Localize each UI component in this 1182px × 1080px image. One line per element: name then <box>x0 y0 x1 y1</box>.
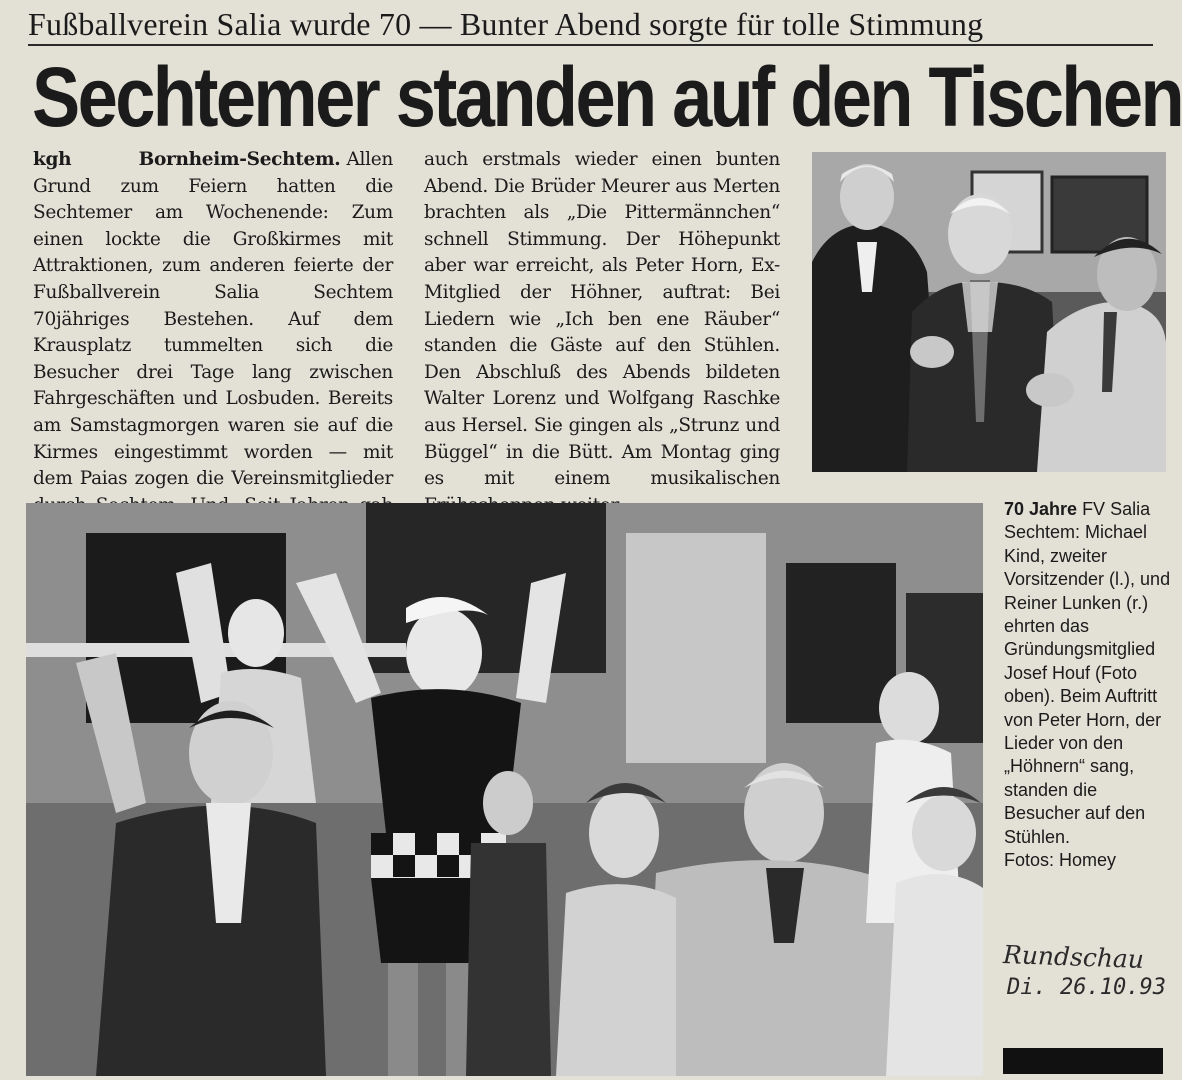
dateline: kgh Bornheim-Sechtem. <box>33 149 341 170</box>
photo-caption <box>1004 498 1174 873</box>
article-column-2-text: auch erstmals wieder einen bunten Abend. Die Brüder Meurer aus Merten brachten als „Die Pittermännchen“ schnell Stimmung. Der Höhepunkt aber war erreicht, als Peter Horn, Ex-Mitglied der Höhner, auftrat: Bei Liedern wie „Ich ben ene Räuber“ standen die Gäste auf den Stühlen. Den Abschluß des Abends bildeten Walter Lorenz und Wolfgang Raschke aus Hersel. Sie gingen als „Strunz und Büggel“ in die Bütt. Am Montag ging es mit einem musikalischen <box>424 149 780 490</box>
kicker-rule <box>28 44 1153 46</box>
handshake-photo-image <box>812 152 1166 472</box>
article-column-1 <box>33 147 393 546</box>
photo-credit: Fotos: Homey <box>1004 850 1117 871</box>
article-column-1-text: Allen Grund zum Feiern hatten die Sechtemer am Wochenende: Zum einen lockte die Großkirmes mit Attraktionen, zum anderen feierte der Fußballverein Salia Sechtem 70jähriges Bestehen. Auf dem Krausplatz tummelten sich die Besucher drei Tage lang zwischen Fahrgeschäften und Losbuden. Bereits am Samstagmorgen waren sie auf die Kirmes eingestimmt worden — mit dem Paias zogen die Vereinsmitglieder <box>33 149 393 490</box>
headline: Sechtemer standen auf den Tischen <box>32 50 1182 144</box>
crowd-photo <box>26 503 983 1076</box>
handshake-photo <box>812 152 1166 472</box>
caption-text: FV Salia Sechtem: Michael Kind, zweiter Vorsitzender (l.), und Reiner Lunken (r.) ehrten das Gründungsmitglied Josef Houf (Foto oben). Beim Auftritt von Peter Horn, der Lieder von den „Höhnern“ sang, standen die Besucher auf den Stühlen. <box>1004 499 1171 847</box>
kicker: Fußballverein Salia wurde 70 — Bunter Abend sorgte für tolle Stimmung <box>28 6 984 42</box>
handwritten-paper-name: Rundschau <box>1002 940 1145 974</box>
black-bar <box>1003 1048 1163 1074</box>
crowd-photo-image <box>26 503 983 1076</box>
caption-lead: 70 Jahre <box>1004 499 1078 519</box>
handwritten-date: Di. 26.10.93 <box>1007 975 1166 1000</box>
handwritten-annotation <box>1003 942 1173 1002</box>
article-column-2 <box>424 147 780 519</box>
